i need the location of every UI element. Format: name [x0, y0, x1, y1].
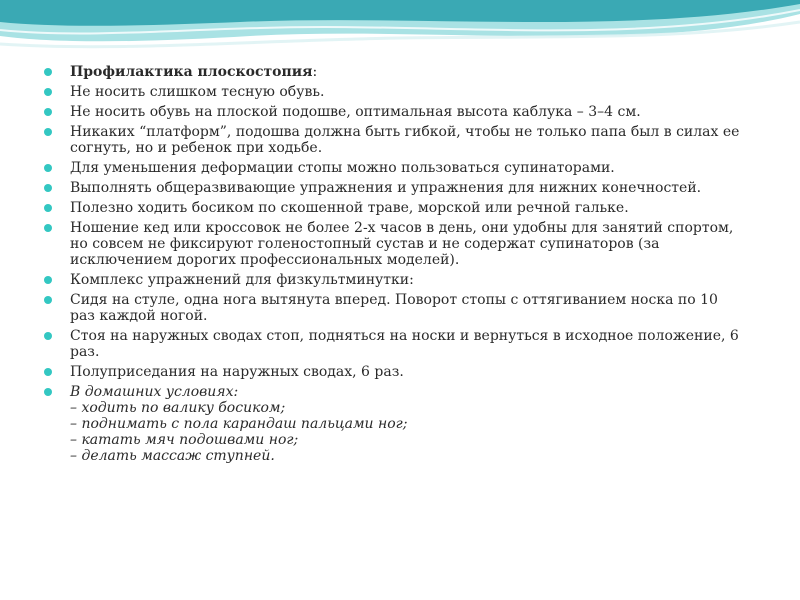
- bullet-dot-icon: [44, 388, 52, 396]
- bullet-text: Комплекс упражнений для физкультминутки:: [70, 272, 414, 288]
- bullet-item: [44, 124, 744, 156]
- bullet-text: Выполнять общеразвивающие упражнения и упражнения для нижних конечностей.: [70, 180, 702, 196]
- bullet-item: [44, 292, 744, 324]
- bullet-dot-icon: [44, 184, 52, 192]
- home-exercise-list: [70, 400, 744, 464]
- home-exercise-item: – поднимать с пола карандаш пальцами ног;: [70, 416, 408, 432]
- bullet-dot-icon: [44, 128, 52, 136]
- bullet-dot-icon: [44, 224, 52, 232]
- slide-body: [44, 64, 744, 468]
- bullet-dot-icon: [44, 108, 52, 116]
- bullet-text: Сидя на стуле, одна нога вытянута вперед. Поворот стопы с оттягиванием носка по 10 раз каждой ногой.: [70, 292, 718, 324]
- bullet-item: [44, 200, 744, 216]
- bullet-text: Ношение кед или кроссовок не более 2-х часов в день, они удобны для занятий спортом, но совсем не фиксируют голеностопный сустав и не содержат супинаторов (за исключением дорогих профессиональных моделей).: [70, 220, 734, 268]
- bullet-dot-icon: [44, 164, 52, 172]
- bullet-text: Для уменьшения деформации стопы можно пользоваться супинаторами.: [70, 160, 615, 176]
- bullet-text: Полуприседания на наружных сводах, 6 раз.: [70, 364, 404, 380]
- bullet-dot-icon: [44, 296, 52, 304]
- bullet-dot-icon: [44, 68, 52, 76]
- bullet-dot-icon: [44, 204, 52, 212]
- bullet-text: Полезно ходить босиком по скошенной траве, морской или речной гальке.: [70, 200, 629, 216]
- bullet-text: Никаких “платформ”, подошва должна быть гибкой, чтобы не только папа был в силах ее согнуть, но и ребенок при ходьбе.: [70, 124, 740, 156]
- bullet-item: [44, 272, 744, 288]
- bullet-text: Стоя на наружных сводах стоп, подняться на носки и вернуться в исходное положение, 6 раз.: [70, 328, 739, 360]
- bullet-item: [44, 84, 744, 100]
- bullet-dot-icon: [44, 368, 52, 376]
- bullet-item: [44, 220, 744, 268]
- bullet-item: [44, 160, 744, 176]
- bullet-item: [44, 180, 744, 196]
- heading-text: Профилактика плоскостопия: [70, 64, 313, 80]
- bullet-text: Не носить обувь на плоской подошве, оптимальная высота каблука – 3–4 см.: [70, 104, 641, 120]
- bullet-dot-icon: [44, 332, 52, 340]
- home-exercise-item: – делать массаж ступней.: [70, 448, 275, 464]
- bullet-list: [44, 64, 744, 464]
- bullet-item: [44, 104, 744, 120]
- bullet-text: Не носить слишком тесную обувь.: [70, 84, 325, 100]
- home-exercise-item: – катать мяч подошвами ног;: [70, 432, 299, 448]
- bullet-item: [44, 364, 744, 380]
- bullet-item: [44, 328, 744, 360]
- bullet-item-home: [44, 384, 744, 464]
- bullet-item-heading: [44, 64, 744, 80]
- home-exercise-item: – ходить по валику босиком;: [70, 400, 286, 416]
- bullet-dot-icon: [44, 88, 52, 96]
- home-conditions-label: В домашних условиях:: [70, 384, 239, 400]
- heading-colon: :: [312, 64, 318, 80]
- bullet-dot-icon: [44, 276, 52, 284]
